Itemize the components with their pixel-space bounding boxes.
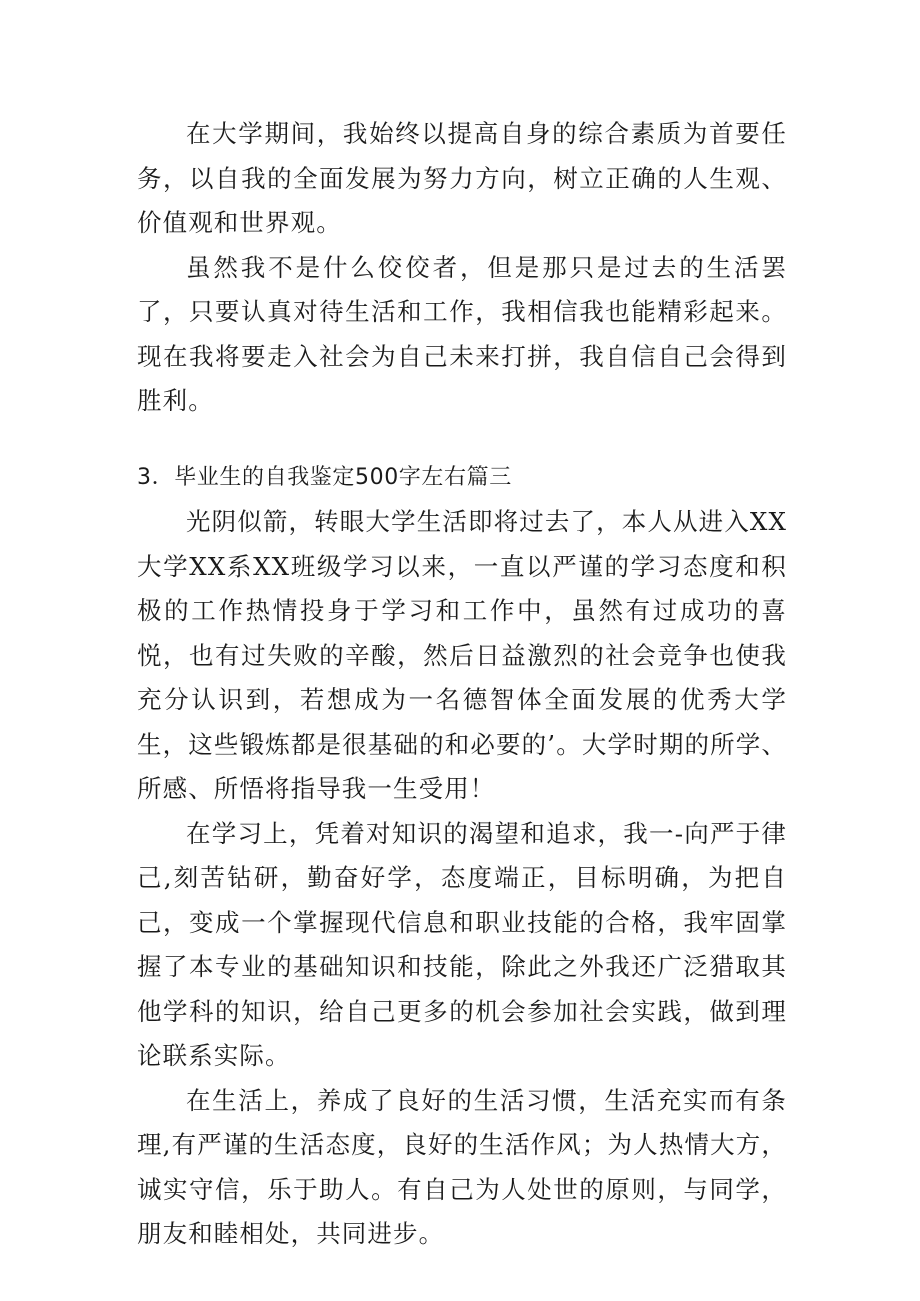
document-body (137, 112, 787, 1257)
paragraph-future-outlook: 虽然我不是什么佼佼者，但是那只是过去的生活罢了，只要认真对待生活和工作，我相信我也能精彩起来。现在我将要走入社会为自己未来打拼，我自信自己会得到胜利。 (137, 252, 787, 415)
section-spacer (137, 424, 787, 456)
paragraph-life: 在生活上，养成了良好的生活习惯，生活充实而有条理,有严谨的生活态度，良好的生活作风；为人热情大方，诚实守信，乐于助人。有自己为人处世的原则，与同学，朋友和睦相处，共同进步。 (137, 1085, 787, 1248)
section-heading: 3．毕业生的自我鉴定500字左右篇三 (137, 464, 512, 490)
paragraph-study: 在学习上，凭着对知识的渴望和追求，我一-向严于律己,刻苦钻研，勤奋好学，态度端正，目标明确，为把自己，变成一个掌握现代信息和职业技能的合格，我牢固掌握了本专业的基础知识和技能，除此之外我还广泛猎取其他学科的知识，给自己更多的机会参加社会实践，做到理论联系实际。 (137, 818, 787, 1070)
paragraph-university-life: 光阴似箭，转眼大学生活即将过去了，本人从进入XX大学XX系XX班级学习以来，一直以严谨的学习态度和积极的工作热情投身于学习和工作中，虽然有过成功的喜悦，也有过失败的辛酸，然后日益激烈的社会竞争也使我充分认识到，若想成为一名德智体全面发展的优秀大学生，这些锻炼都是很基础的和必要的’。大学时期的所学、所感、所悟将指导我一生受用！ (137, 507, 787, 803)
paragraph-comprehensive-quality: 在大学期间，我始终以提高自身的综合素质为首要任务，以自我的全面发展为努力方向，树立正确的人生观、价值观和世界观。 (137, 119, 787, 237)
